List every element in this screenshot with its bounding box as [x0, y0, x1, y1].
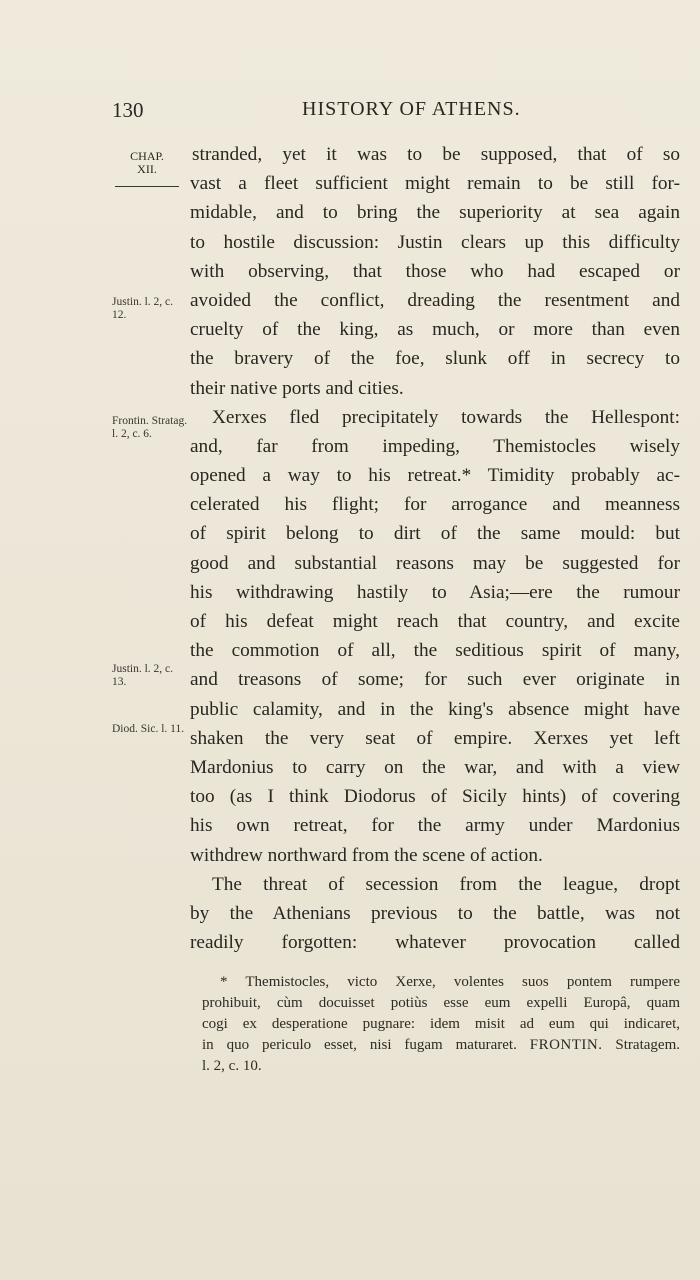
text-line: to hostile discussion: Justin clears up this difficulty	[190, 231, 680, 253]
text-line: avoided the conflict, dreading the resentment and	[190, 289, 680, 311]
chapter-marker	[122, 150, 172, 176]
text-line: cruelty of the king, as much, or more than even	[190, 319, 680, 341]
footnote-author: FRONTIN.	[529, 1037, 603, 1053]
text-line: readily forgotten: whatever provocation called	[190, 932, 680, 954]
chapter-label: CHAP.	[130, 149, 164, 163]
text-line: and treasons of some; for such ever originate in	[190, 669, 680, 691]
text-line: opened a way to his retreat.* Timidity probably ac-	[190, 465, 680, 487]
chapter-rule	[115, 186, 179, 187]
text-line: the bravery of the foe, slunk off in secrecy to	[190, 348, 680, 370]
text-line: his withdrawing hastily to Asia;—ere the rumour	[190, 581, 680, 603]
text-line: the commotion of all, the seditious spirit of many,	[190, 640, 680, 662]
text-line: Mardonius to carry on the war, and with a view	[190, 756, 680, 778]
margin-note: Justin. l. 2, c. 12.	[112, 296, 174, 321]
text-line: vast a fleet sufficient might remain to be still for-	[190, 173, 680, 195]
margin-note: Diod. Sic. l. 11.	[112, 723, 185, 735]
footnote-line: cogi ex desperatione pugnare: idem misit ad eum qui indicaret,	[202, 1016, 680, 1032]
body-text	[190, 140, 680, 957]
text-line: too (as I think Diodorus of Sicily hints) of covering	[190, 786, 680, 808]
text-line: midable, and to bring the superiority at sea again	[190, 202, 680, 224]
text-line: Xerxes fled precipitately towards the Hellespont:	[212, 406, 680, 428]
chapter-number: XII.	[137, 162, 157, 176]
text-line: and, far from impeding, Themistocles wisely	[190, 435, 680, 457]
text-line: public calamity, and in the king's absence might have	[190, 698, 680, 720]
footnote-line: prohibuit, cùm docuisset potiùs esse eum expelli Europâ, quam	[202, 995, 680, 1011]
text-line: celerated his flight; for arrogance and meanness	[190, 494, 680, 516]
footnote-line: l. 2, c. 10.	[202, 1058, 262, 1074]
text-line: withdrew northward from the scene of action.	[190, 844, 543, 866]
text-line: their native ports and cities.	[190, 377, 404, 399]
footnote	[202, 972, 680, 1077]
text-line: good and substantial reasons may be suggested for	[190, 552, 680, 574]
footnote-line: * Themistocles, victo Xerxe, volentes suos pontem rumpere	[220, 974, 680, 990]
text-line: with observing, that those who had escaped or	[190, 260, 680, 282]
footnote-line	[202, 1035, 680, 1056]
text-line: stranded, yet it was to be supposed, that of so	[192, 144, 680, 165]
text-line: his own retreat, for the army under Mardonius	[190, 815, 680, 837]
text-line: The threat of secession from the league, dropt	[212, 873, 680, 895]
footnote-text: in quo periculo esset, nisi fugam maturaret.	[202, 1037, 517, 1053]
text-line: by the Athenians previous to the battle, was not	[190, 902, 680, 924]
footnote-work: Stratagem.	[615, 1037, 680, 1053]
text-line: of his defeat might reach that country, and excite	[190, 611, 680, 632]
margin-note: Justin. l. 2, c. 13.	[112, 663, 174, 688]
text-line: of spirit belong to dirt of the same mould: but	[190, 523, 680, 545]
page-number: 130	[112, 98, 144, 122]
running-title: HISTORY OF ATHENS.	[302, 98, 521, 120]
margin-note: Frontin. Stratag. l. 2, c. 6.	[112, 415, 188, 440]
page-header	[112, 98, 680, 126]
text-line: shaken the very seat of empire. Xerxes yet left	[190, 727, 680, 749]
